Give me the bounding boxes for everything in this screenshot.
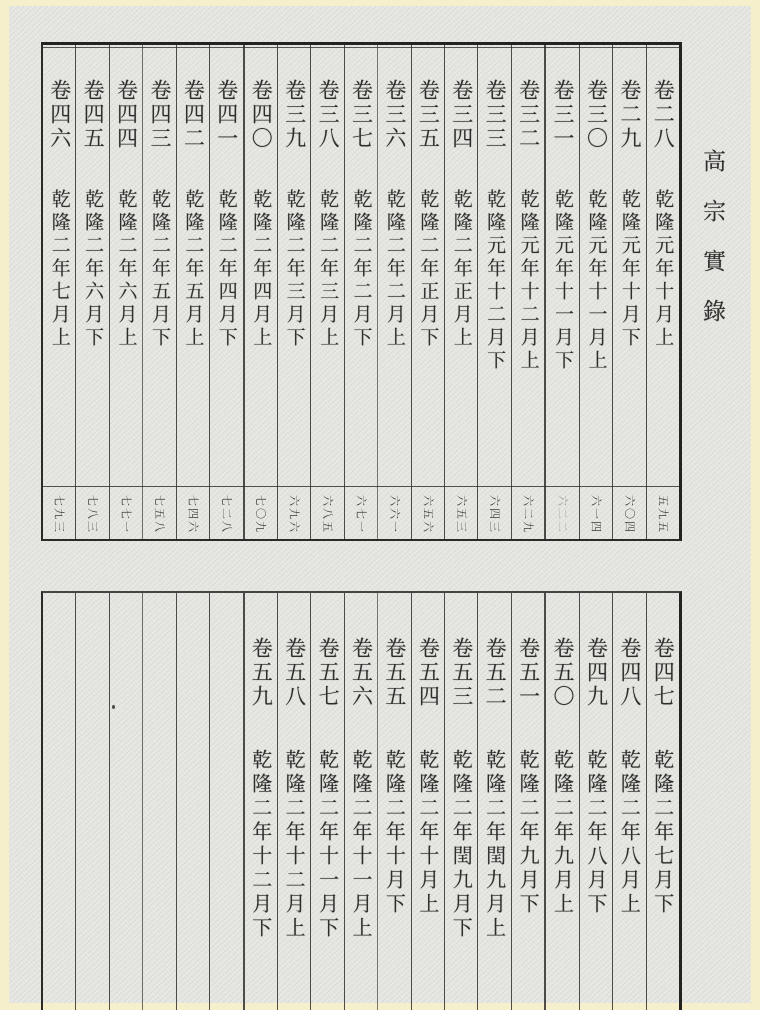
contents-table-lower xyxy=(41,591,682,1010)
volume-column xyxy=(612,593,645,1010)
volume-column xyxy=(411,593,444,1010)
page-number: 六一四 xyxy=(589,495,603,534)
page-number: 七四六 xyxy=(186,495,200,534)
page-number: 六二九 xyxy=(521,495,535,534)
volume-label: 卷五六 xyxy=(349,637,374,709)
volume-label: 卷五八 xyxy=(282,637,307,709)
volume-date: 乾隆二年十一月下 xyxy=(315,749,340,941)
page-number: 六七一 xyxy=(354,495,368,534)
volume-date: 乾隆二年三月上 xyxy=(317,189,340,350)
empty-column xyxy=(75,593,108,1010)
volume-label: 卷三五 xyxy=(416,79,441,151)
volume-column xyxy=(277,593,310,1010)
volume-date: 乾隆元年十一月上 xyxy=(585,189,608,373)
volume-date: 乾隆二年正月下 xyxy=(417,189,440,350)
volume-label: 卷五三 xyxy=(449,637,474,709)
empty-column xyxy=(43,593,75,1010)
scanned-page xyxy=(9,6,751,1003)
volume-label: 卷四四 xyxy=(114,79,139,151)
volume-label: 卷五九 xyxy=(249,637,274,709)
volume-column xyxy=(544,593,578,1010)
volume-date: 乾隆二年十月下 xyxy=(382,749,407,917)
volume-label: 卷四八 xyxy=(617,637,642,709)
volume-label: 卷三三 xyxy=(483,79,508,151)
volume-label: 卷三六 xyxy=(382,79,407,151)
page-number: 六六一 xyxy=(387,495,401,534)
volume-date: 乾隆二年八月上 xyxy=(617,749,642,917)
upper-columns xyxy=(43,45,679,539)
book-title: 高宗實錄 xyxy=(699,149,725,349)
volume-column xyxy=(344,593,377,1010)
volume-column xyxy=(310,593,343,1010)
lower-columns xyxy=(43,593,679,1010)
volume-date: 乾隆元年十二月下 xyxy=(484,189,507,373)
volume-column xyxy=(176,45,209,539)
volume-date: 乾隆二年五月下 xyxy=(148,189,171,350)
page-number: 六五六 xyxy=(421,495,435,534)
volume-column xyxy=(109,45,142,539)
volume-date: 乾隆二年十二月下 xyxy=(248,749,273,941)
volume-column xyxy=(310,45,343,539)
volume-date: 乾隆二年七月下 xyxy=(650,749,675,917)
volume-date: 乾隆二年八月下 xyxy=(583,749,608,917)
volume-column xyxy=(477,45,510,539)
page-number: 五九五 xyxy=(656,495,670,534)
page-number: 七二八 xyxy=(219,495,233,534)
volume-label: 卷四六 xyxy=(47,79,72,151)
volume-label: 卷二八 xyxy=(651,79,676,151)
ink-speck xyxy=(112,705,115,709)
page-number: 六二二 xyxy=(556,495,570,534)
page-number: 七九三 xyxy=(52,495,66,534)
volume-date: 乾隆二年二月上 xyxy=(383,189,406,350)
volume-column xyxy=(579,593,612,1010)
empty-column xyxy=(176,593,209,1010)
volume-label: 卷四二 xyxy=(181,79,206,151)
volume-column xyxy=(646,593,679,1010)
volume-date: 乾隆二年九月下 xyxy=(516,749,541,917)
volume-date: 乾隆二年正月上 xyxy=(450,189,473,350)
volume-column xyxy=(444,593,477,1010)
page-number: 六四三 xyxy=(488,495,502,534)
empty-column xyxy=(109,593,142,1010)
volume-date: 乾隆二年五月上 xyxy=(182,189,205,350)
page-number: 七七一 xyxy=(119,495,133,534)
contents-table-upper xyxy=(41,42,682,541)
page-number: 六〇四 xyxy=(622,495,636,534)
page-number: 七五八 xyxy=(152,495,166,534)
empty-column xyxy=(209,593,242,1010)
page-number: 六八五 xyxy=(321,495,335,534)
volume-label: 卷三一 xyxy=(551,79,576,151)
volume-column xyxy=(243,593,277,1010)
volume-date: 乾隆元年十二月上 xyxy=(517,189,540,373)
volume-column xyxy=(43,45,75,539)
volume-column xyxy=(377,593,410,1010)
volume-column xyxy=(75,45,108,539)
volume-column xyxy=(209,45,242,539)
volume-label: 卷五七 xyxy=(316,637,341,709)
volume-date: 乾隆二年四月下 xyxy=(215,189,238,350)
page-number: 七〇九 xyxy=(254,495,268,534)
volume-label: 卷三八 xyxy=(316,79,341,151)
volume-date: 乾隆二年十二月上 xyxy=(282,749,307,941)
volume-date: 乾隆二年閏九月下 xyxy=(449,749,474,941)
volume-label: 卷三二 xyxy=(516,79,541,151)
volume-date: 乾隆二年二月下 xyxy=(350,189,373,350)
volume-column xyxy=(243,45,277,539)
volume-column xyxy=(579,45,612,539)
volume-column xyxy=(344,45,377,539)
volume-label: 卷四七 xyxy=(651,637,676,709)
volume-column xyxy=(511,593,544,1010)
volume-label: 卷五二 xyxy=(483,637,508,709)
volume-date: 乾隆元年十一月下 xyxy=(552,189,575,373)
volume-column xyxy=(142,45,175,539)
volume-label: 卷三九 xyxy=(282,79,307,151)
volume-label: 卷五一 xyxy=(516,637,541,709)
volume-column xyxy=(277,45,310,539)
volume-column xyxy=(444,45,477,539)
volume-column xyxy=(511,45,544,539)
volume-label: 卷四一 xyxy=(214,79,239,151)
volume-label: 卷四三 xyxy=(147,79,172,151)
volume-date: 乾隆二年四月上 xyxy=(250,189,273,350)
volume-date: 乾隆二年六月上 xyxy=(115,189,138,350)
volume-date: 乾隆二年六月下 xyxy=(82,189,105,350)
volume-date: 乾隆二年九月上 xyxy=(550,749,575,917)
volume-label: 卷四五 xyxy=(81,79,106,151)
volume-label: 卷五五 xyxy=(382,637,407,709)
volume-label: 卷五〇 xyxy=(551,637,576,709)
volume-date: 乾隆二年三月下 xyxy=(283,189,306,350)
volume-date: 乾隆元年十月下 xyxy=(618,189,641,350)
volume-column xyxy=(477,593,510,1010)
volume-date: 乾隆二年七月上 xyxy=(48,189,71,350)
volume-date: 乾隆元年十月上 xyxy=(652,189,675,350)
volume-label: 卷三七 xyxy=(349,79,374,151)
empty-column xyxy=(142,593,175,1010)
volume-date: 乾隆二年閏九月上 xyxy=(482,749,507,941)
volume-label: 卷五四 xyxy=(416,637,441,709)
volume-column xyxy=(377,45,410,539)
volume-column xyxy=(612,45,645,539)
page-number: 六九六 xyxy=(287,495,301,534)
volume-column xyxy=(544,45,578,539)
page-number: 六五三 xyxy=(454,495,468,534)
volume-label: 卷三四 xyxy=(449,79,474,151)
volume-label: 卷二九 xyxy=(617,79,642,151)
volume-date: 乾隆二年十月上 xyxy=(415,749,440,917)
volume-label: 卷三〇 xyxy=(584,79,609,151)
volume-column xyxy=(411,45,444,539)
volume-date: 乾隆二年十一月上 xyxy=(348,749,373,941)
volume-label: 卷四九 xyxy=(584,637,609,709)
page-number: 七八三 xyxy=(86,495,100,534)
volume-column xyxy=(646,45,679,539)
volume-label: 卷四〇 xyxy=(249,79,274,151)
